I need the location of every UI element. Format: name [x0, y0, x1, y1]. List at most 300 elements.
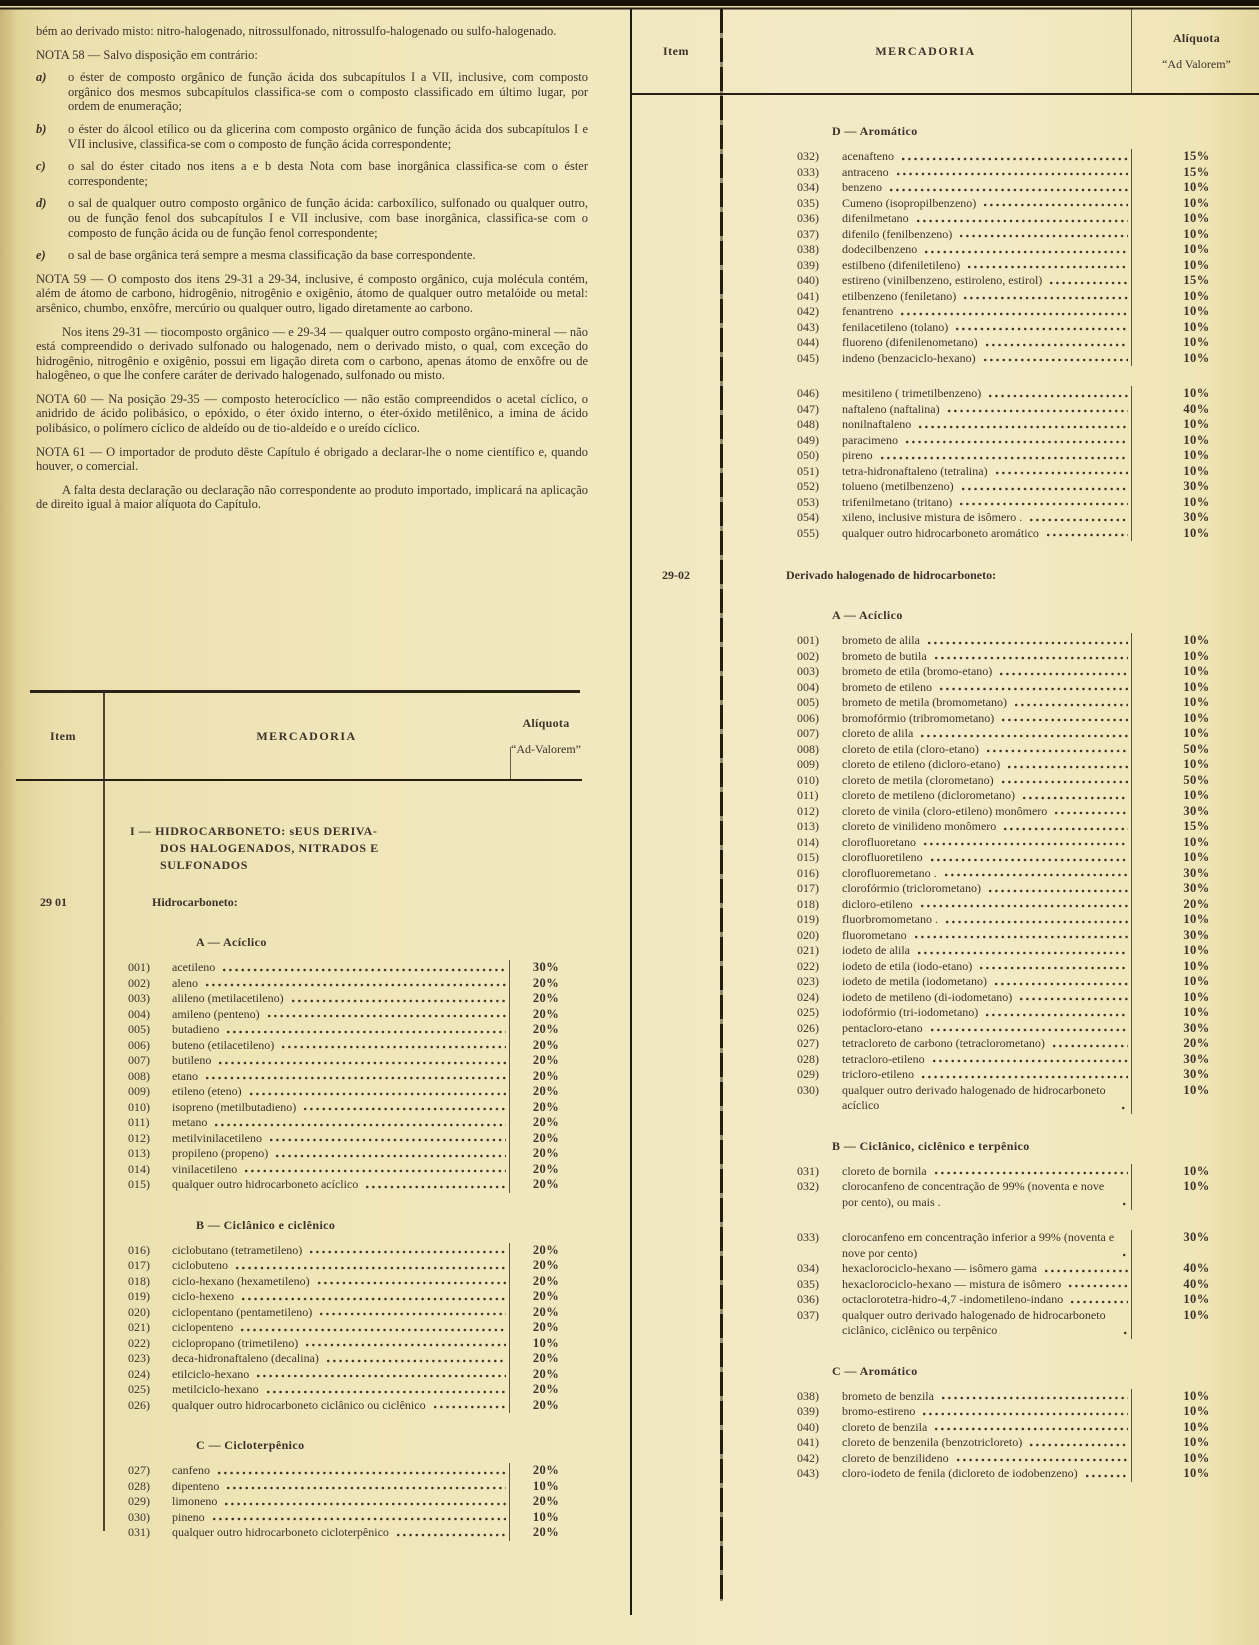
item-name: ciclobuteno — [172, 1258, 228, 1272]
item-name: mesitileno ( trimetilbenzeno) — [842, 386, 982, 400]
table-row — [632, 227, 1259, 243]
table-row — [632, 1052, 1259, 1068]
note-item-label: d) — [36, 196, 47, 211]
dot-leader — [896, 167, 1128, 179]
dot-leader — [920, 729, 1128, 741]
item-number: 031) — [797, 1163, 819, 1178]
row-middle — [172, 1336, 510, 1352]
item-rate: 20% — [532, 1099, 560, 1114]
rows-group — [632, 386, 1259, 541]
table-row — [632, 417, 1259, 433]
item-rate: 10% — [1183, 989, 1210, 1004]
dot-leader — [963, 291, 1128, 303]
item-name: fenantreno — [842, 304, 894, 318]
row-middle — [842, 912, 1132, 928]
table-row — [16, 1320, 582, 1336]
item-rate: 30% — [532, 960, 560, 974]
table-row — [16, 960, 582, 976]
table-row — [632, 165, 1259, 181]
item-number: 022) — [797, 958, 819, 973]
row-middle — [842, 773, 1132, 789]
right-tariff-table — [630, 9, 1259, 1615]
item-name: limoneno — [172, 1494, 218, 1508]
dot-leader — [281, 1040, 506, 1052]
item-name: cloreto de benzila — [842, 1419, 928, 1434]
item-rate: 15% — [1183, 164, 1210, 179]
item-number: 017) — [128, 1258, 150, 1272]
item-rate: 30% — [1183, 927, 1210, 942]
item-number: 054) — [797, 510, 819, 524]
item-number: 023) — [797, 974, 819, 988]
table-row — [632, 1067, 1259, 1083]
row-middle — [172, 1479, 510, 1495]
item-number: 008) — [128, 1068, 150, 1083]
item-rate: 10% — [1183, 695, 1210, 709]
item-name: amileno (penteno) — [172, 1006, 260, 1021]
note-item-text: o sal do éster citado nos itens a e b desta Nota com base inorgânica classifica-se com o éster correspondente; — [68, 159, 588, 188]
item-name: clorofluoremetano . — [842, 865, 937, 880]
note-paragraph: NOTA 58 — Salvo disposição em contrário: — [36, 47, 258, 62]
dot-leader — [226, 1481, 506, 1493]
item-name: canfeno — [172, 1463, 210, 1477]
item-name: vinilacetileno — [172, 1161, 238, 1176]
table-row — [16, 1131, 582, 1147]
item-number: 052) — [797, 479, 819, 493]
item-number: 023) — [128, 1351, 150, 1365]
row-middle — [172, 1320, 510, 1336]
table-row — [632, 464, 1259, 480]
dot-leader — [979, 961, 1128, 973]
dot-leader — [205, 1071, 506, 1083]
row-middle — [842, 1292, 1132, 1308]
dot-leader — [1001, 775, 1128, 787]
table-row — [632, 773, 1259, 789]
item-name: qualquer outro hidrocarboneto ciclânico ou ciclênico — [172, 1397, 426, 1412]
item-rate: 30% — [1183, 1051, 1210, 1066]
table-row — [16, 1274, 582, 1290]
item-number: 010) — [128, 1099, 150, 1114]
item-rate: 30% — [1183, 865, 1210, 880]
dot-leader — [947, 404, 1128, 416]
dot-leader — [967, 260, 1128, 272]
item-name: iodeto de metileno (di-iodometano) — [842, 989, 1013, 1004]
row-middle — [172, 960, 510, 976]
subsection-title: B — Ciclânico e ciclênico — [196, 1217, 336, 1232]
dot-leader — [240, 1323, 506, 1335]
dot-leader — [1085, 1469, 1128, 1481]
item-rate: 20% — [532, 1304, 560, 1319]
subsection-title: A — Acíclico — [196, 935, 267, 949]
dot-leader — [986, 744, 1128, 756]
dot-leader — [1123, 1326, 1128, 1338]
item-number: 039) — [797, 1404, 819, 1418]
right-table-body — [632, 123, 1259, 1482]
item-number: 009) — [128, 1084, 150, 1098]
item-number: 043) — [797, 319, 819, 334]
dot-leader — [889, 183, 1128, 195]
row-middle — [842, 165, 1132, 181]
note-list-item — [36, 248, 588, 263]
ad-valorem-label: “Ad-Valorem” — [511, 741, 581, 756]
table-row — [632, 835, 1259, 851]
item-number: 036) — [797, 1292, 819, 1306]
item-rate: 50% — [1183, 772, 1210, 787]
item-rate: 10% — [1183, 417, 1210, 431]
row-middle — [842, 242, 1132, 258]
left-table-body — [16, 781, 582, 1541]
item-number: 033) — [797, 164, 819, 179]
item-number: 006) — [797, 710, 819, 725]
table-row — [632, 242, 1259, 258]
item-number: 001) — [128, 960, 150, 974]
item-rate: 10% — [1183, 1419, 1210, 1434]
row-middle — [842, 990, 1132, 1006]
row-middle — [842, 448, 1132, 464]
dot-leader — [959, 497, 1128, 509]
item-name: qualquer outro hidrocarboneto acíclico — [172, 1177, 359, 1191]
dot-leader — [1068, 1279, 1128, 1291]
table-row — [632, 149, 1259, 165]
item-number: 014) — [128, 1161, 150, 1176]
table-row — [16, 1038, 582, 1054]
row-middle — [172, 1289, 510, 1305]
table-row — [16, 1305, 582, 1321]
table-row — [632, 1466, 1259, 1482]
dot-leader — [235, 1261, 506, 1273]
row-middle — [842, 180, 1132, 196]
item-name: nonilnaftaleno — [842, 417, 912, 431]
row-middle — [842, 928, 1132, 944]
item-name: cloreto de metileno (diclorometano) — [842, 788, 1015, 802]
row-middle — [842, 757, 1132, 773]
item-number: 007) — [797, 726, 819, 740]
position-code: 29 01 — [40, 895, 67, 909]
item-name: qualquer outro derivado halogenado de hidrocarboneto acíclico — [842, 1082, 1106, 1112]
dot-leader — [985, 338, 1128, 350]
row-middle — [842, 943, 1132, 959]
item-name: brometo de etila (bromo-etano) — [842, 664, 993, 678]
row-middle — [842, 1179, 1132, 1210]
row-middle — [842, 974, 1132, 990]
item-name: cloreto de alila — [842, 726, 914, 740]
item-number: 005) — [797, 695, 819, 709]
row-middle — [842, 1164, 1132, 1180]
table-row — [632, 196, 1259, 212]
item-rate: 10% — [1183, 648, 1210, 663]
item-rate: 10% — [1183, 494, 1210, 509]
item-rate: 20% — [532, 1084, 560, 1098]
row-middle — [842, 866, 1132, 882]
item-number: 045) — [797, 350, 819, 365]
dot-leader — [985, 1008, 1128, 1020]
dot-leader — [905, 435, 1128, 447]
item-rate: 20% — [532, 1242, 560, 1257]
table-row — [16, 1479, 582, 1495]
dot-leader — [326, 1354, 506, 1366]
table-row — [632, 1005, 1259, 1021]
item-number: 018) — [128, 1273, 150, 1288]
item-number: 024) — [128, 1366, 150, 1381]
row-middle — [842, 196, 1132, 212]
item-name: butileno — [172, 1053, 212, 1067]
row-middle — [842, 351, 1132, 367]
table-row — [632, 1164, 1259, 1180]
item-rate: 10% — [1183, 834, 1210, 849]
aliquota-label: Alíquota — [522, 715, 570, 730]
item-name: brometo de butila — [842, 648, 927, 663]
item-rate: 20% — [1183, 896, 1210, 911]
table-row — [632, 742, 1259, 758]
row-middle — [842, 495, 1132, 511]
item-rate: 20% — [532, 1161, 560, 1176]
item-rate: 20% — [532, 1022, 560, 1036]
table-row — [632, 633, 1259, 649]
row-middle — [842, 1277, 1132, 1293]
row-middle — [842, 726, 1132, 742]
item-name: ciclopenteno — [172, 1320, 234, 1334]
item-rate: 40% — [1183, 401, 1210, 416]
item-number: 003) — [797, 664, 819, 678]
table-row — [632, 273, 1259, 289]
item-name: isopreno (metilbutadieno) — [172, 1099, 297, 1114]
subsection-title: A — Acíclico — [832, 608, 903, 622]
item-name: qualquer outro derivado halogenado de hidrocarboneto ciclânico, ciclênico ou terpênico — [842, 1307, 1106, 1337]
item-name: acetileno — [172, 960, 216, 974]
rows-group — [632, 1164, 1259, 1211]
item-number: 009) — [797, 757, 819, 771]
item-rate: 15% — [1183, 149, 1210, 163]
item-number: 016) — [128, 1242, 150, 1257]
table-row — [632, 897, 1259, 913]
item-rate: 10% — [1183, 448, 1210, 462]
item-rate: 10% — [1183, 1466, 1210, 1480]
table-row — [632, 788, 1259, 804]
table-row — [632, 335, 1259, 351]
row-middle — [842, 1005, 1132, 1021]
item-name: clorocanfeno de concentração de 99% (noventa e nove por cento), ou mais . — [842, 1179, 1105, 1209]
table-row — [16, 1258, 582, 1274]
item-number: 018) — [797, 896, 819, 911]
item-name: clorofluoretileno — [842, 850, 923, 864]
row-middle — [842, 1420, 1132, 1436]
table-row — [16, 1177, 582, 1193]
dot-leader — [918, 420, 1128, 432]
item-number: 025) — [797, 1005, 819, 1019]
item-name: propileno (propeno) — [172, 1146, 269, 1160]
item-rate: 10% — [1183, 1082, 1210, 1097]
item-rate: 10% — [1183, 1307, 1210, 1322]
dot-leader — [205, 978, 506, 990]
item-number: 011) — [128, 1115, 150, 1129]
item-number: 012) — [797, 803, 819, 818]
row-middle — [842, 1067, 1132, 1083]
dot-leader — [305, 1338, 506, 1350]
note-list-item — [36, 196, 588, 240]
section-heading — [16, 823, 582, 874]
table-row — [632, 386, 1259, 402]
item-rate: 20% — [532, 1053, 560, 1067]
item-number: 027) — [128, 1463, 150, 1477]
dot-leader — [944, 868, 1128, 880]
row-middle — [172, 1053, 510, 1069]
note-item-label: b) — [36, 121, 47, 136]
item-rate: 10% — [1183, 1450, 1210, 1465]
item-number: 033) — [797, 1230, 819, 1244]
right-table-header — [632, 9, 1259, 95]
dot-leader — [1044, 1264, 1128, 1276]
item-rate: 10% — [1183, 757, 1210, 771]
row-middle — [842, 850, 1132, 866]
dot-leader — [217, 1466, 506, 1478]
item-rate: 40% — [1183, 1276, 1210, 1291]
item-rate: 30% — [1183, 1067, 1210, 1081]
dot-leader — [218, 1056, 506, 1068]
row-middle — [172, 991, 510, 1007]
item-name: Cumeno (isopropilbenzeno) — [842, 195, 977, 210]
table-row — [632, 1308, 1259, 1339]
dot-leader — [291, 994, 506, 1006]
item-name: iodofórmio (tri-iodometano) — [842, 1005, 979, 1019]
table-row — [632, 695, 1259, 711]
table-row — [632, 757, 1259, 773]
row-middle — [842, 335, 1132, 351]
item-rate: 10% — [532, 1335, 560, 1350]
row-middle — [172, 1162, 510, 1178]
dot-leader — [923, 837, 1128, 849]
note-item-text: o éster de composto orgânico de função ácida dos subcapítulos I a VII, inclusive, com composto orgânico dos mesmos subcapítulos classifica-se com o composto classificado em último lugar, por ordem de enumeração; — [68, 70, 588, 114]
item-name: cloreto de etila (cloro-etano) — [842, 741, 979, 756]
item-name: estilbeno (difeniletileno) — [842, 257, 961, 272]
item-number: 007) — [128, 1053, 150, 1067]
item-name: tetracloreto de carbono (tetraclorometano) — [842, 1036, 1045, 1050]
item-name: clorofluoretano — [842, 834, 916, 849]
left-table-header — [16, 693, 582, 781]
row-middle — [842, 711, 1132, 727]
item-number: 016) — [797, 865, 819, 880]
dot-leader — [880, 451, 1128, 463]
row-middle — [842, 479, 1132, 495]
position-code: 29-02 — [662, 568, 690, 582]
item-name: dipenteno — [172, 1478, 220, 1493]
item-rate: 10% — [1183, 463, 1210, 478]
dot-leader — [959, 229, 1128, 241]
row-middle — [842, 788, 1132, 804]
row-middle — [172, 1494, 510, 1510]
item-number: 027) — [797, 1036, 819, 1050]
table-row — [632, 928, 1259, 944]
item-name: fluorbromometano . — [842, 912, 938, 926]
row-middle — [842, 1435, 1132, 1451]
row-middle — [172, 1398, 510, 1414]
item-rate: 20% — [532, 991, 560, 1005]
item-name: cloreto de etileno (dicloro-etano) — [842, 757, 1001, 771]
item-name: clorofórmio (triclorometano) — [842, 881, 981, 895]
table-row — [632, 990, 1259, 1006]
item-number: 041) — [797, 288, 819, 303]
table-row — [632, 1179, 1259, 1210]
header-column-tick — [510, 747, 511, 779]
row-middle — [842, 1083, 1132, 1114]
item-name: difenilo (fenilbenzeno) — [842, 226, 953, 241]
item-name: hexaclorociclo-hexano — isômero gama — [842, 1261, 1037, 1275]
item-name: paracimeno — [842, 432, 898, 447]
item-rate: 10% — [1183, 1292, 1210, 1306]
item-number: 035) — [797, 1276, 819, 1291]
table-row — [16, 1525, 582, 1541]
item-name: tolueno (metilbenzeno) — [842, 479, 954, 493]
table-row — [16, 1351, 582, 1367]
item-rate: 30% — [1183, 803, 1210, 818]
item-number: 005) — [128, 1022, 150, 1036]
item-rate: 10% — [532, 1478, 560, 1493]
table-row — [16, 1069, 582, 1085]
table-row — [632, 711, 1259, 727]
dot-leader — [999, 667, 1128, 679]
table-row — [632, 819, 1259, 835]
item-name: ciclo-hexeno — [172, 1289, 234, 1303]
item-number: 046) — [797, 386, 819, 400]
dot-leader — [241, 1292, 506, 1304]
item-number: 026) — [128, 1397, 150, 1412]
table-row — [16, 1382, 582, 1398]
item-rate: 10% — [1183, 257, 1210, 272]
row-middle — [842, 1466, 1132, 1482]
dot-leader — [932, 1054, 1128, 1066]
item-number: 040) — [797, 1419, 819, 1434]
table-row — [632, 726, 1259, 742]
dot-leader — [939, 682, 1128, 694]
dot-leader — [901, 152, 1128, 164]
item-name: metano — [172, 1115, 208, 1129]
note-list-item — [36, 122, 588, 151]
dot-leader — [1003, 822, 1128, 834]
row-middle — [172, 1463, 510, 1479]
column-header-mercadoria: MERCADORIA — [256, 728, 357, 743]
table-row — [632, 351, 1259, 367]
table-row — [632, 433, 1259, 449]
item-number: 030) — [797, 1082, 819, 1097]
dot-leader — [1001, 713, 1128, 725]
item-rate: 10% — [1183, 1388, 1210, 1403]
table-row — [632, 1083, 1259, 1114]
item-name: deca-hidronaftaleno (decalina) — [172, 1351, 319, 1365]
item-number: 039) — [797, 257, 819, 272]
row-middle — [842, 804, 1132, 820]
row-middle — [172, 1131, 510, 1147]
table-row — [632, 402, 1259, 418]
row-middle — [842, 211, 1132, 227]
row-middle — [842, 959, 1132, 975]
table-row — [632, 680, 1259, 696]
note-item-label: e) — [36, 248, 46, 263]
dot-leader — [222, 963, 506, 975]
table-row — [16, 1053, 582, 1069]
row-middle — [842, 664, 1132, 680]
dot-leader — [983, 353, 1128, 365]
dot-leader — [224, 1497, 506, 1509]
column-header-item: Item — [663, 43, 689, 58]
item-name: cloreto de benzenila (benzotricloreto) — [842, 1435, 1023, 1449]
item-rate: 10% — [1183, 432, 1210, 447]
item-rate: 10% — [1183, 1163, 1210, 1178]
dot-leader — [961, 482, 1128, 494]
rows-group — [632, 1230, 1259, 1339]
item-number: 020) — [797, 927, 819, 942]
table-row — [632, 1389, 1259, 1405]
table-row — [632, 320, 1259, 336]
item-number: 050) — [797, 448, 819, 462]
table-row — [16, 1463, 582, 1479]
